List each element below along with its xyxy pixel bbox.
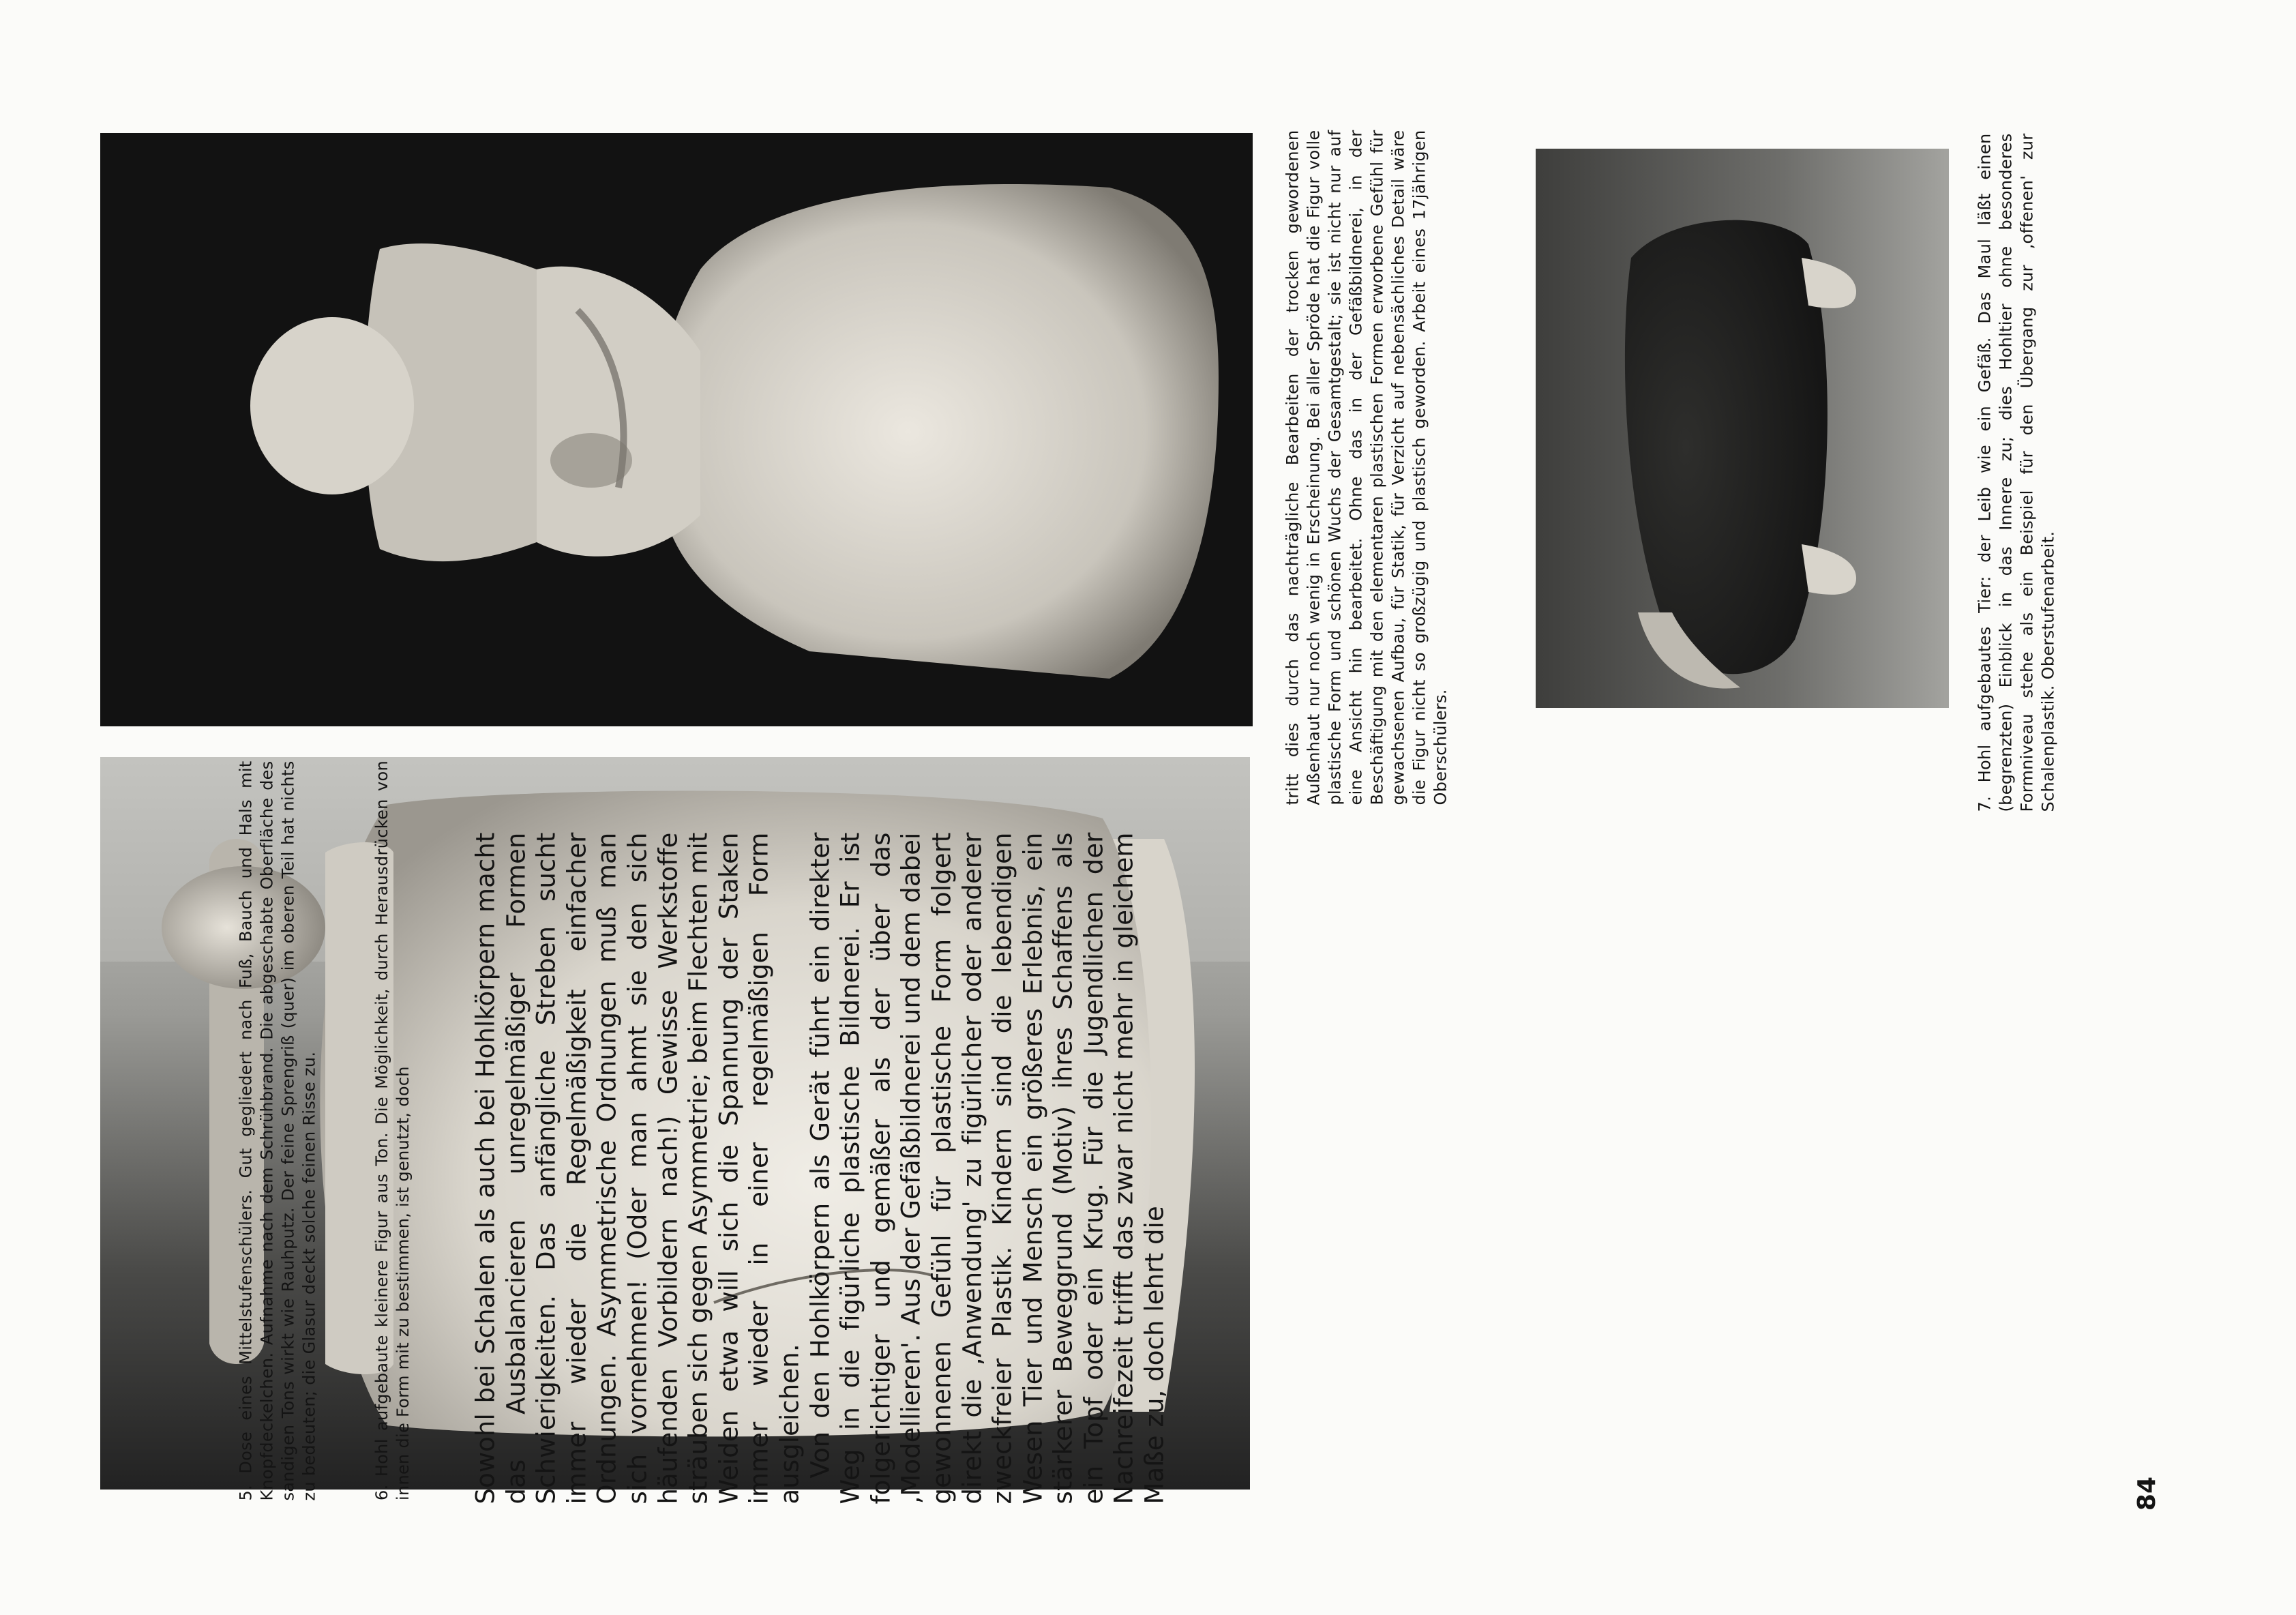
caption-fig5: 5. Dose eines Mittelstufenschülers. Gut gegliedert nach Fuß, Bauch und Hals mit Knopfdeckelchen. Aufnahme nach dem Schrühbrand. Die abgeschabte Oberfläche des sandigen Tons wirkt wie Rauhputz. Der feine Sprengriß (quer) im oberen Teil hat nichts zu bedeuten; die Glasur deckt solche feinen Risse zu. [236, 760, 318, 1500]
photo-animal [1536, 149, 1949, 708]
caption-fig6-part-a: 6. Hohl aufgebaute kleinere Figur aus Ton. Die Möglichkeit, durch Herausdrücken von innen die Form mit zu bestimmen, ist genutzt, doch [372, 760, 413, 1500]
animal-photo-icon [1536, 149, 1949, 708]
caption-fig5-block [235, 760, 344, 1500]
caption-fig7-block [1974, 133, 2063, 812]
photo-figure [100, 133, 1253, 726]
page-number: 84 [2133, 1476, 2161, 1511]
figure-photo-icon [100, 133, 1253, 726]
caption-fig6-block [372, 760, 436, 1500]
caption-fig7: 7. Hohl aufgebautes Tier: der Leib wie ein Gefäß. Das Maul läßt einen (begrenzten) Einblick in das Innere zu; dies Hohltier ohne besonderes Formniveau stehe als ein Beispiel für den Übergang zur ‚offenen' zur Schalenplastik. Oberstufenarbeit. [1975, 133, 2057, 812]
caption-fig6-continued [1282, 130, 1470, 805]
body-paragraph: Sowohl bei Schalen als auch bei Hohlkörpern macht das Ausbalancieren unregelmäßiger Formen Schwierigkeiten. Das anfängliche Streben sucht immer wieder die Regelmäßigkeit einfacher Ordnungen. Asymmetrische Ordnungen muß man sich vornehmen! (Oder man ahmt sie den sich häufenden Vorbildern nach!) Gewisse Werkstoffe sträuben sich gegen Asymmetrie; beim Flechten mit Weiden etwa will sich die Spannung der Staken immer wieder in einer regelmäßigen Form ausgleichen. [471, 832, 804, 1504]
body-text-block [471, 832, 1684, 1504]
body-paragraph: Von den Hohlkörpern als Gerät führt ein direkter Weg in die figürliche plastische Bildnerei. Er ist folgerichtiger und gemäßer als der über das ‚Modellieren'. Aus der Gefäßbildnerei und dem dabei gewonnenen Gefühl für plastische Form folgert direkt die ‚Anwendung' zu figürlicher oder anderer zweckfreier Plastik. Kindern sind die lebendigen Wesen Tier und Mensch ein größeres Erlebnis, ein stärkerer Beweggrund (Motiv) ihres Schaffens als ein Topf oder ein Krug. Für die Jugendlichen der Nachreifezeit trifft das zwar nicht mehr in gleichem Maße zu, doch lehrt die [805, 832, 1169, 1504]
caption-fig6-part-b: tritt dies durch das nachträgliche Bearbeiten der trocken gewordenen Außenhaut nur noch wenig in Erscheinung. Bei aller Spröde hat die Figur volle plastische Form und schönen Wuchs der Gesamtgestalt; sie ist nicht nur auf eine Ansicht hin bearbeitet. Ohne das in der Gefäßbildnerei, in der Beschäftigung mit den elementaren plastischen Formen erworbene Gefühl für gewachsenen Aufbau, für Statik, für Verzicht auf nebensächliches Detail wäre die Figur nicht so großzügig und plastisch geworden. Arbeit eines 17jährigen Oberschülers. [1283, 130, 1450, 805]
